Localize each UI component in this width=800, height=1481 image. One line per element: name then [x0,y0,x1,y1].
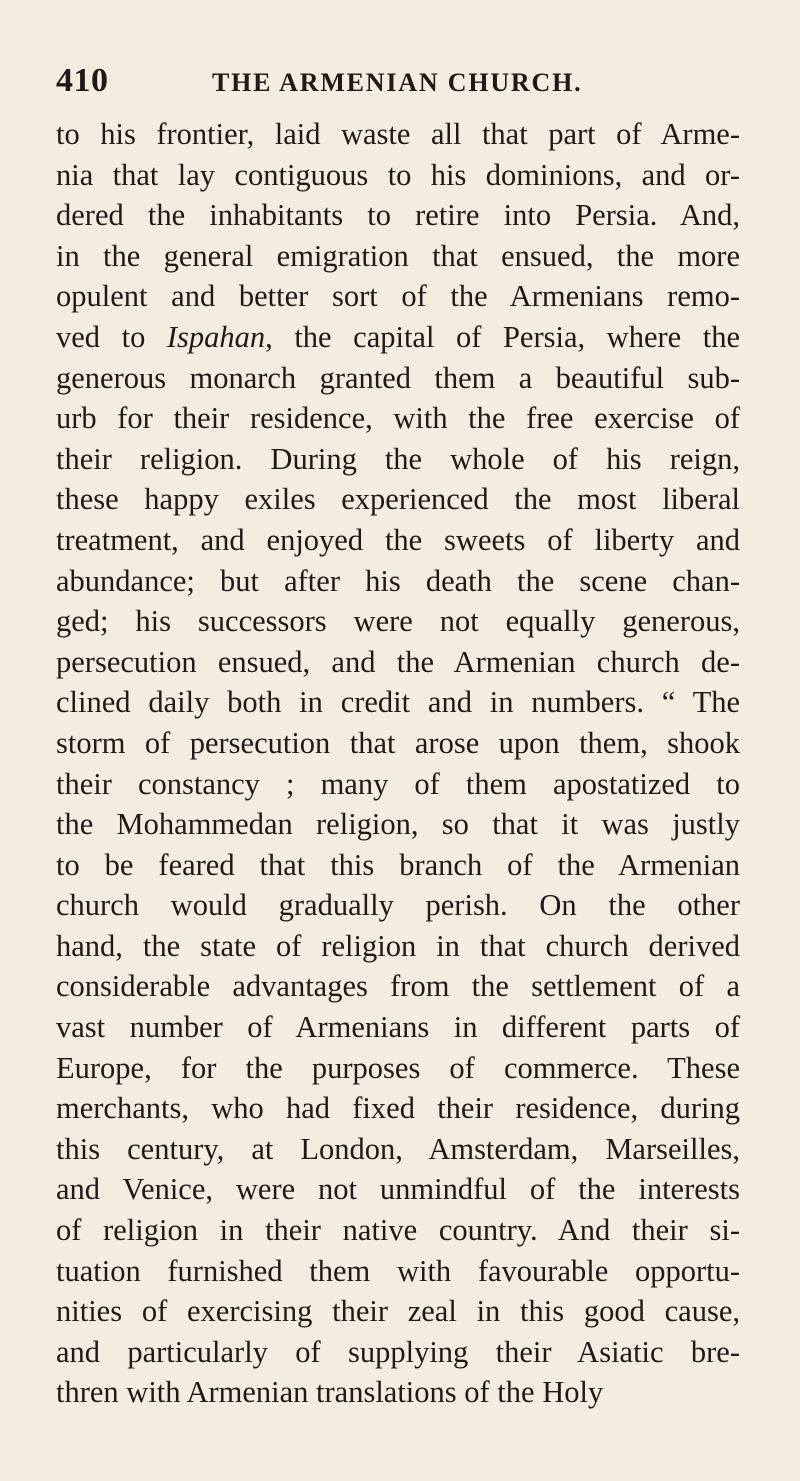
text-line: Europe, for the purposes of commerce. These [56,1050,740,1085]
text-line: nities of exercising their zeal in this good cause, [56,1294,740,1329]
text-line: to be feared that this branch of the Armenian [56,847,740,882]
text-line: their constancy ; many of them apostatized to [56,766,740,801]
text-line: opulent and better sort of the Armenians remo- [56,279,740,314]
text-line: tuation furnished them with favourable opportu- [56,1253,740,1288]
text-line: and Venice, were not unmindful of the interests [56,1172,740,1207]
body-text [56,114,740,1413]
text-line: generous monarch granted them a beautiful sub- [56,360,740,395]
text-line: vast number of Armenians in different parts of [56,1010,740,1045]
text-line: merchants, who had fixed their residence, during [56,1091,740,1126]
text-line: their religion. During the whole of his reign, [56,441,740,476]
text-line: storm of persecution that arose upon them, shook [56,725,740,760]
line-part: ved to [56,319,167,354]
text-line-with-italic [56,317,740,358]
text-line: persecution ensued, and the Armenian church de- [56,644,740,679]
text-line: and particularly of supplying their Asiatic bre- [56,1334,740,1369]
text-line: clined daily both in credit and in numbers. “ The [56,685,740,720]
page-header [56,62,740,106]
italic-place-name: Ispahan [166,319,266,354]
text-line: the Mohammedan religion, so that it was justly [56,807,740,842]
line-part: , the capital of Persia, where the [265,319,740,354]
text-line: hand, the state of religion in that church derived [56,928,740,963]
text-line: these happy exiles experienced the most liberal [56,482,740,517]
text-line: abundance; but after his death the scene chan- [56,563,740,598]
text-line: dered the inhabitants to retire into Persia. And, [56,198,740,233]
text-line: considerable advantages from the settlement of a [56,969,740,1004]
text-line: ged; his successors were not equally generous, [56,604,740,639]
page-number: 410 [56,62,109,99]
text-line: urb for their residence, with the free exercise of [56,401,740,436]
running-title: THE ARMENIAN CHURCH. [212,68,583,97]
text-line: of religion in their native country. And their si- [56,1213,740,1248]
text-line: treatment, and enjoyed the sweets of liberty and [56,522,740,557]
text-line: this century, at London, Amsterdam, Marseilles, [56,1131,740,1166]
text-line: church would gradually perish. On the other [56,888,740,923]
text-line: in the general emigration that ensued, the more [56,238,740,273]
text-line: thren with Armenian translations of the Holy [56,1375,604,1410]
text-line: nia that lay contiguous to his dominions, and or- [56,157,740,192]
text-line: to his frontier, laid waste all that part of Arme- [56,117,740,151]
